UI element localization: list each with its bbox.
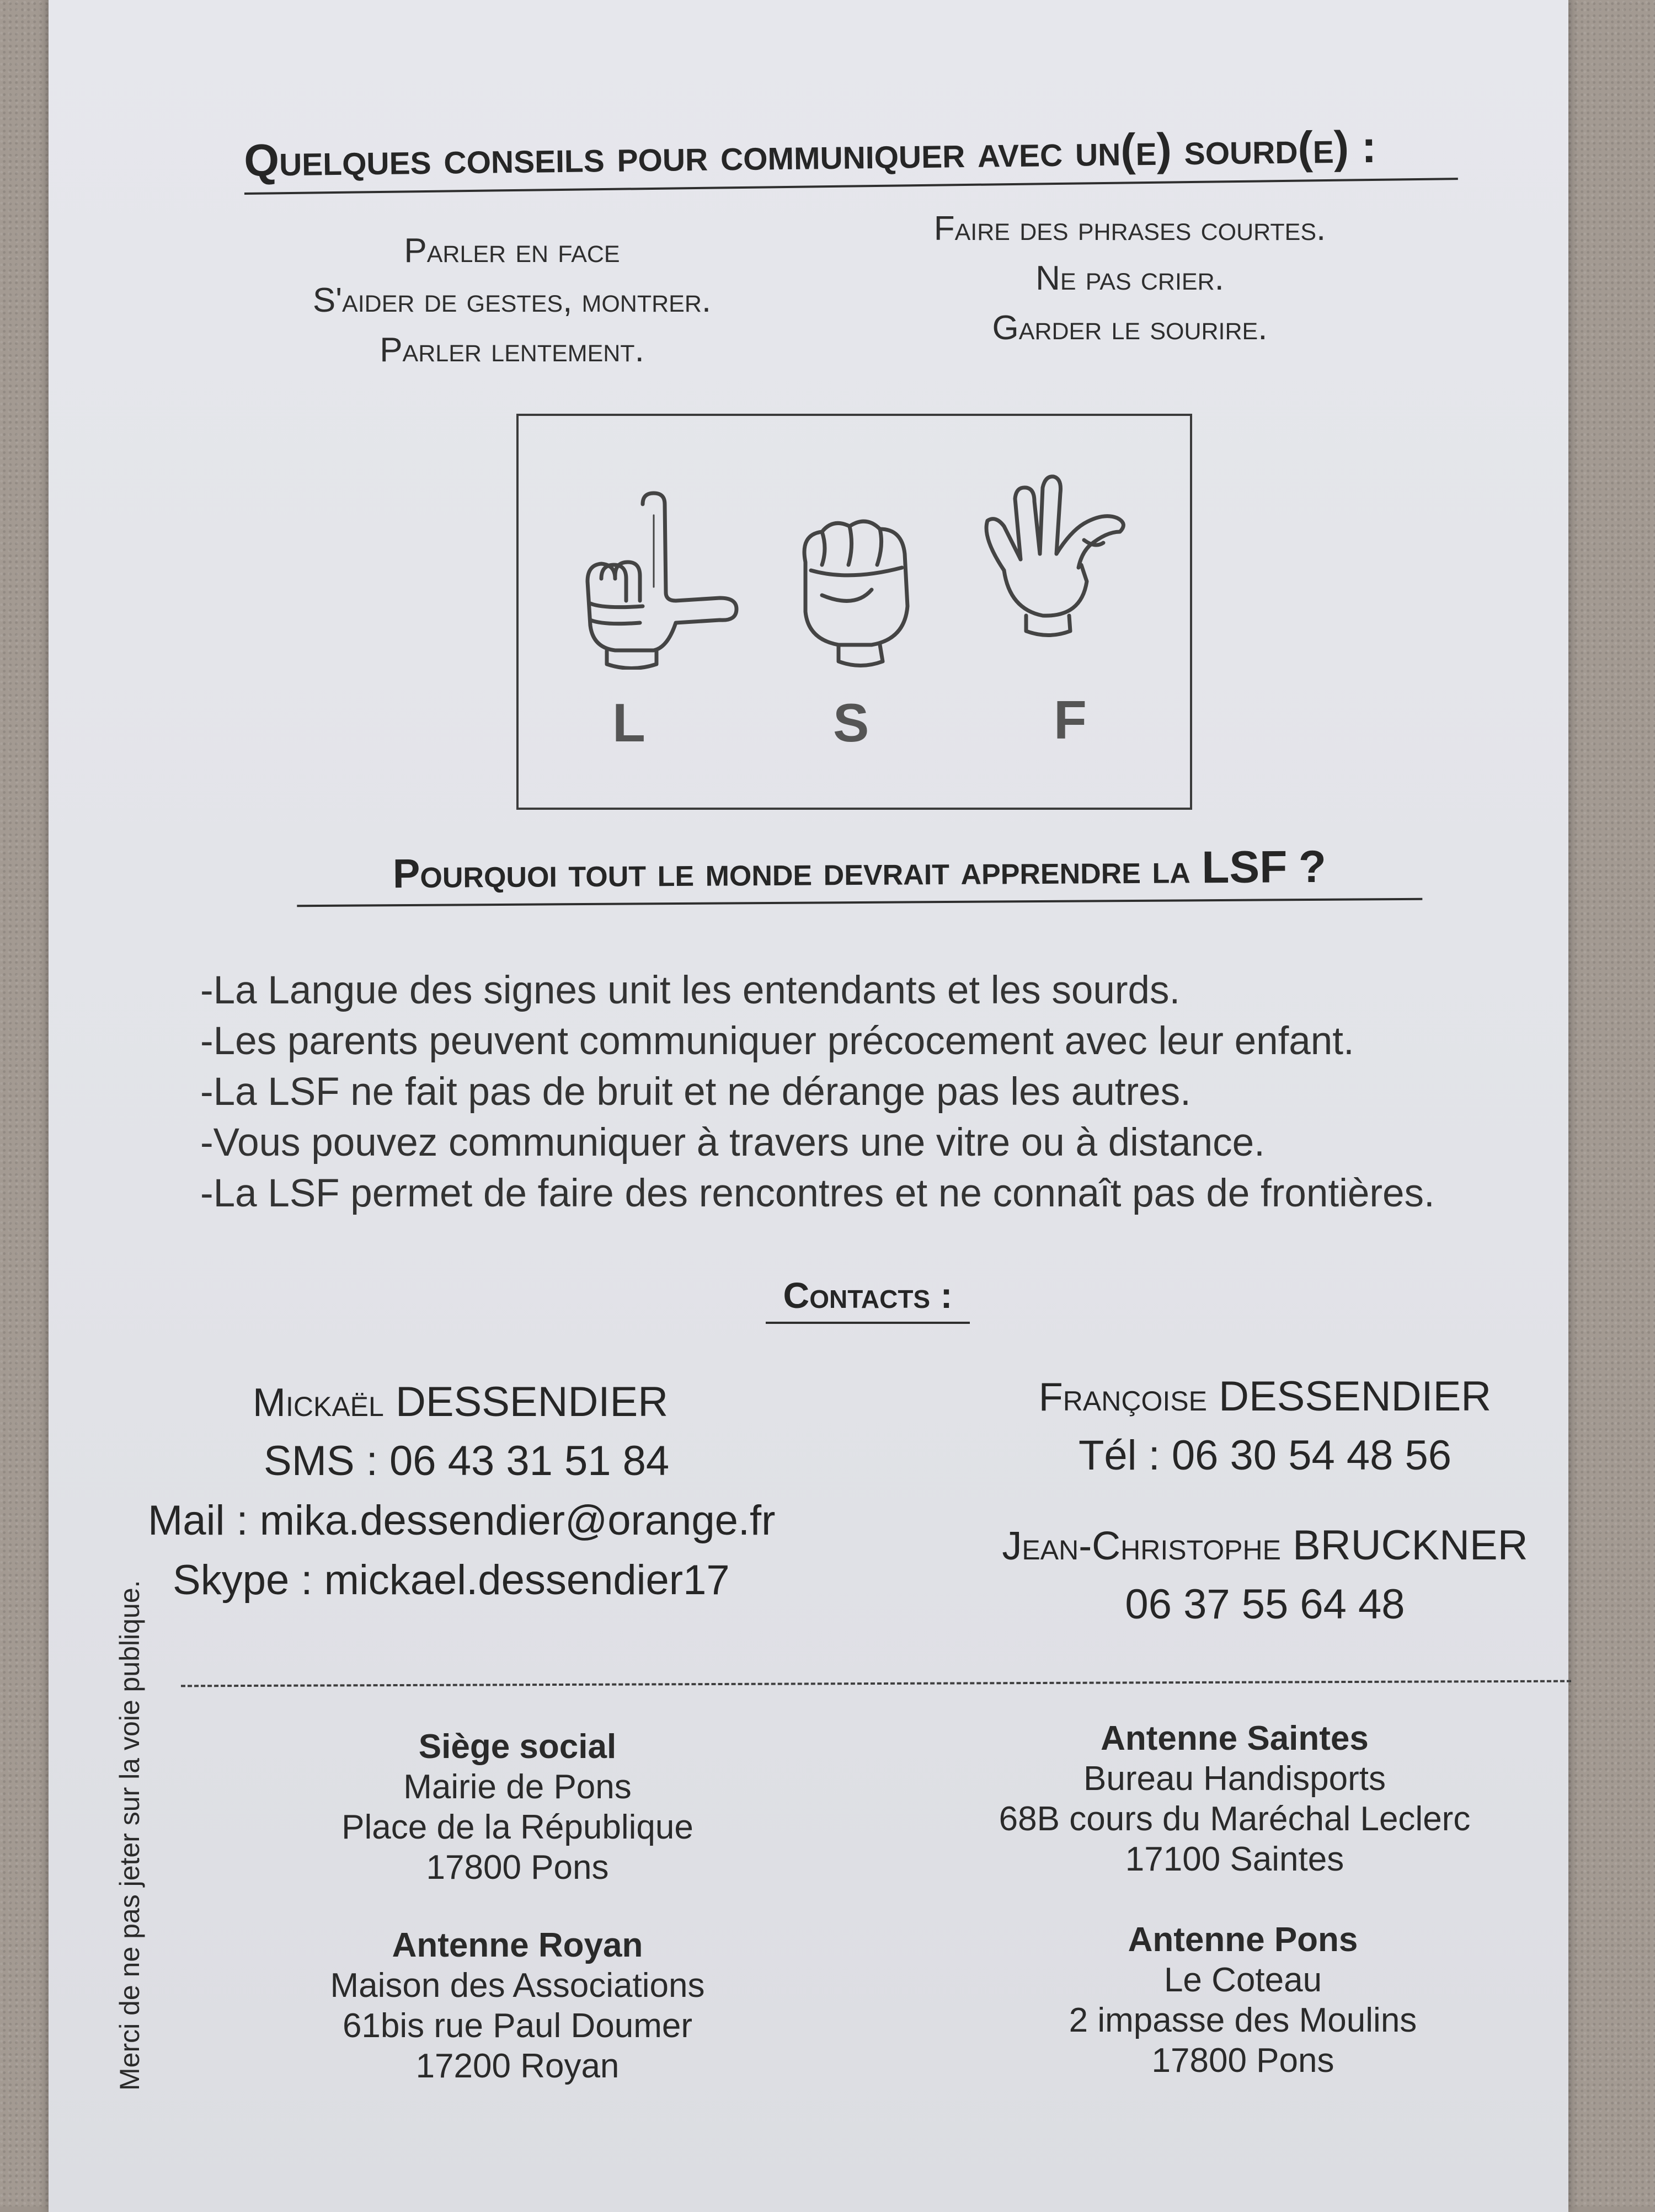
contacts-heading: Contacts : (766, 1274, 970, 1324)
tips-left (247, 226, 777, 375)
address-line: 17200 Royan (415, 2047, 620, 2085)
tip: Ne pas crier. (1035, 259, 1224, 297)
address-line: Place de la République (341, 1808, 693, 1846)
address-title: Antenne Pons (1128, 1921, 1358, 1959)
why-heading-lsf: LSF (1202, 842, 1288, 893)
list-item: -Les parents peuvent communiquer précocement avec leur enfant. (200, 1019, 1354, 1063)
tip: Parler en face (404, 232, 620, 270)
address-block (269, 1925, 766, 2086)
tips-right (865, 204, 1395, 353)
hand-sign-l-icon (571, 482, 748, 670)
address-title: Antenne Saintes (1101, 1719, 1369, 1757)
hand-sign-f-icon (971, 471, 1136, 659)
contact-francoise (920, 1368, 1610, 1486)
list-item: -La Langue des signes unit les entendants et les sourds. (200, 969, 1181, 1012)
why-heading-text: Pourquoi tout le monde devrait apprendre la (392, 846, 1191, 897)
tip: Faire des phrases courtes. (933, 210, 1326, 248)
address-line: 17100 Saintes (1125, 1840, 1344, 1878)
address-line: 68B cours du Maréchal Leclerc (999, 1800, 1471, 1838)
address-block (269, 1727, 766, 1888)
contact-skype: Skype : mickael.dessendier17 (173, 1557, 730, 1604)
tip: Parler lentement. (380, 331, 644, 369)
address-line: Maison des Associations (330, 1967, 705, 2005)
address-title: Siège social (418, 1728, 617, 1766)
contact-last-name: DESSENDIER (1219, 1373, 1492, 1420)
tip: S'aider de gestes, montrer. (312, 281, 712, 319)
why-heading (297, 841, 1423, 907)
contact-first-name: Mickaël (253, 1381, 384, 1425)
address-line: Mairie de Pons (403, 1768, 632, 1806)
address-line: 61bis rue Paul Doumer (342, 2007, 693, 2045)
tip: Garder le sourire. (992, 309, 1268, 347)
contact-first-name: Jean-Christophe (1002, 1524, 1281, 1568)
contact-first-name: Françoise (1038, 1375, 1207, 1419)
list-item: -La LSF permet de faire des rencontres et ne connaît pas de frontières. (200, 1172, 1435, 1215)
address-block (995, 1920, 1491, 2081)
tips-heading: Quelques conseils pour communiquer avec un(e) sourd(e) : (244, 120, 1458, 195)
contact-phone: Tél : 06 30 54 48 56 (1078, 1432, 1452, 1479)
address-line: Bureau Handisports (1083, 1760, 1386, 1798)
contact-mail: Mail : mika.dessendier@orange.fr (148, 1497, 776, 1544)
address-block (986, 1718, 1483, 1879)
hand-sign-s-icon (789, 512, 927, 672)
contact-jc (920, 1517, 1610, 1634)
sign-letter: S (833, 692, 869, 753)
lsf-fingerspelling-box (516, 414, 1192, 810)
address-line: Le Coteau (1163, 1961, 1322, 1999)
why-heading-mark: ? (1298, 841, 1327, 893)
list-item: -Vous pouvez communiquer à travers une vitre ou à distance. (200, 1121, 1265, 1164)
sign-letter: L (612, 692, 645, 753)
address-line: 17800 Pons (426, 1848, 609, 1887)
contact-phone: 06 37 55 64 48 (1125, 1581, 1405, 1628)
reasons-list (200, 965, 1579, 1219)
flyer (49, 0, 1568, 2212)
address-line: 17800 Pons (1151, 2042, 1334, 2080)
litter-notice: Merci de ne pas jeter sur la voie publique. (114, 1580, 145, 2091)
list-item: -La LSF ne fait pas de bruit et ne dérange pas les autres. (200, 1070, 1191, 1114)
contact-last-name: BRUCKNER (1293, 1522, 1528, 1569)
contact-mickael (148, 1374, 1031, 1610)
sign-letter: F (1054, 690, 1087, 750)
address-line: 2 impasse des Moulins (1069, 2001, 1417, 2039)
address-title: Antenne Royan (392, 1926, 643, 1964)
contact-last-name: DESSENDIER (395, 1379, 669, 1425)
contact-sms: SMS : 06 43 31 51 84 (264, 1438, 670, 1484)
cut-line (181, 1680, 1571, 1687)
